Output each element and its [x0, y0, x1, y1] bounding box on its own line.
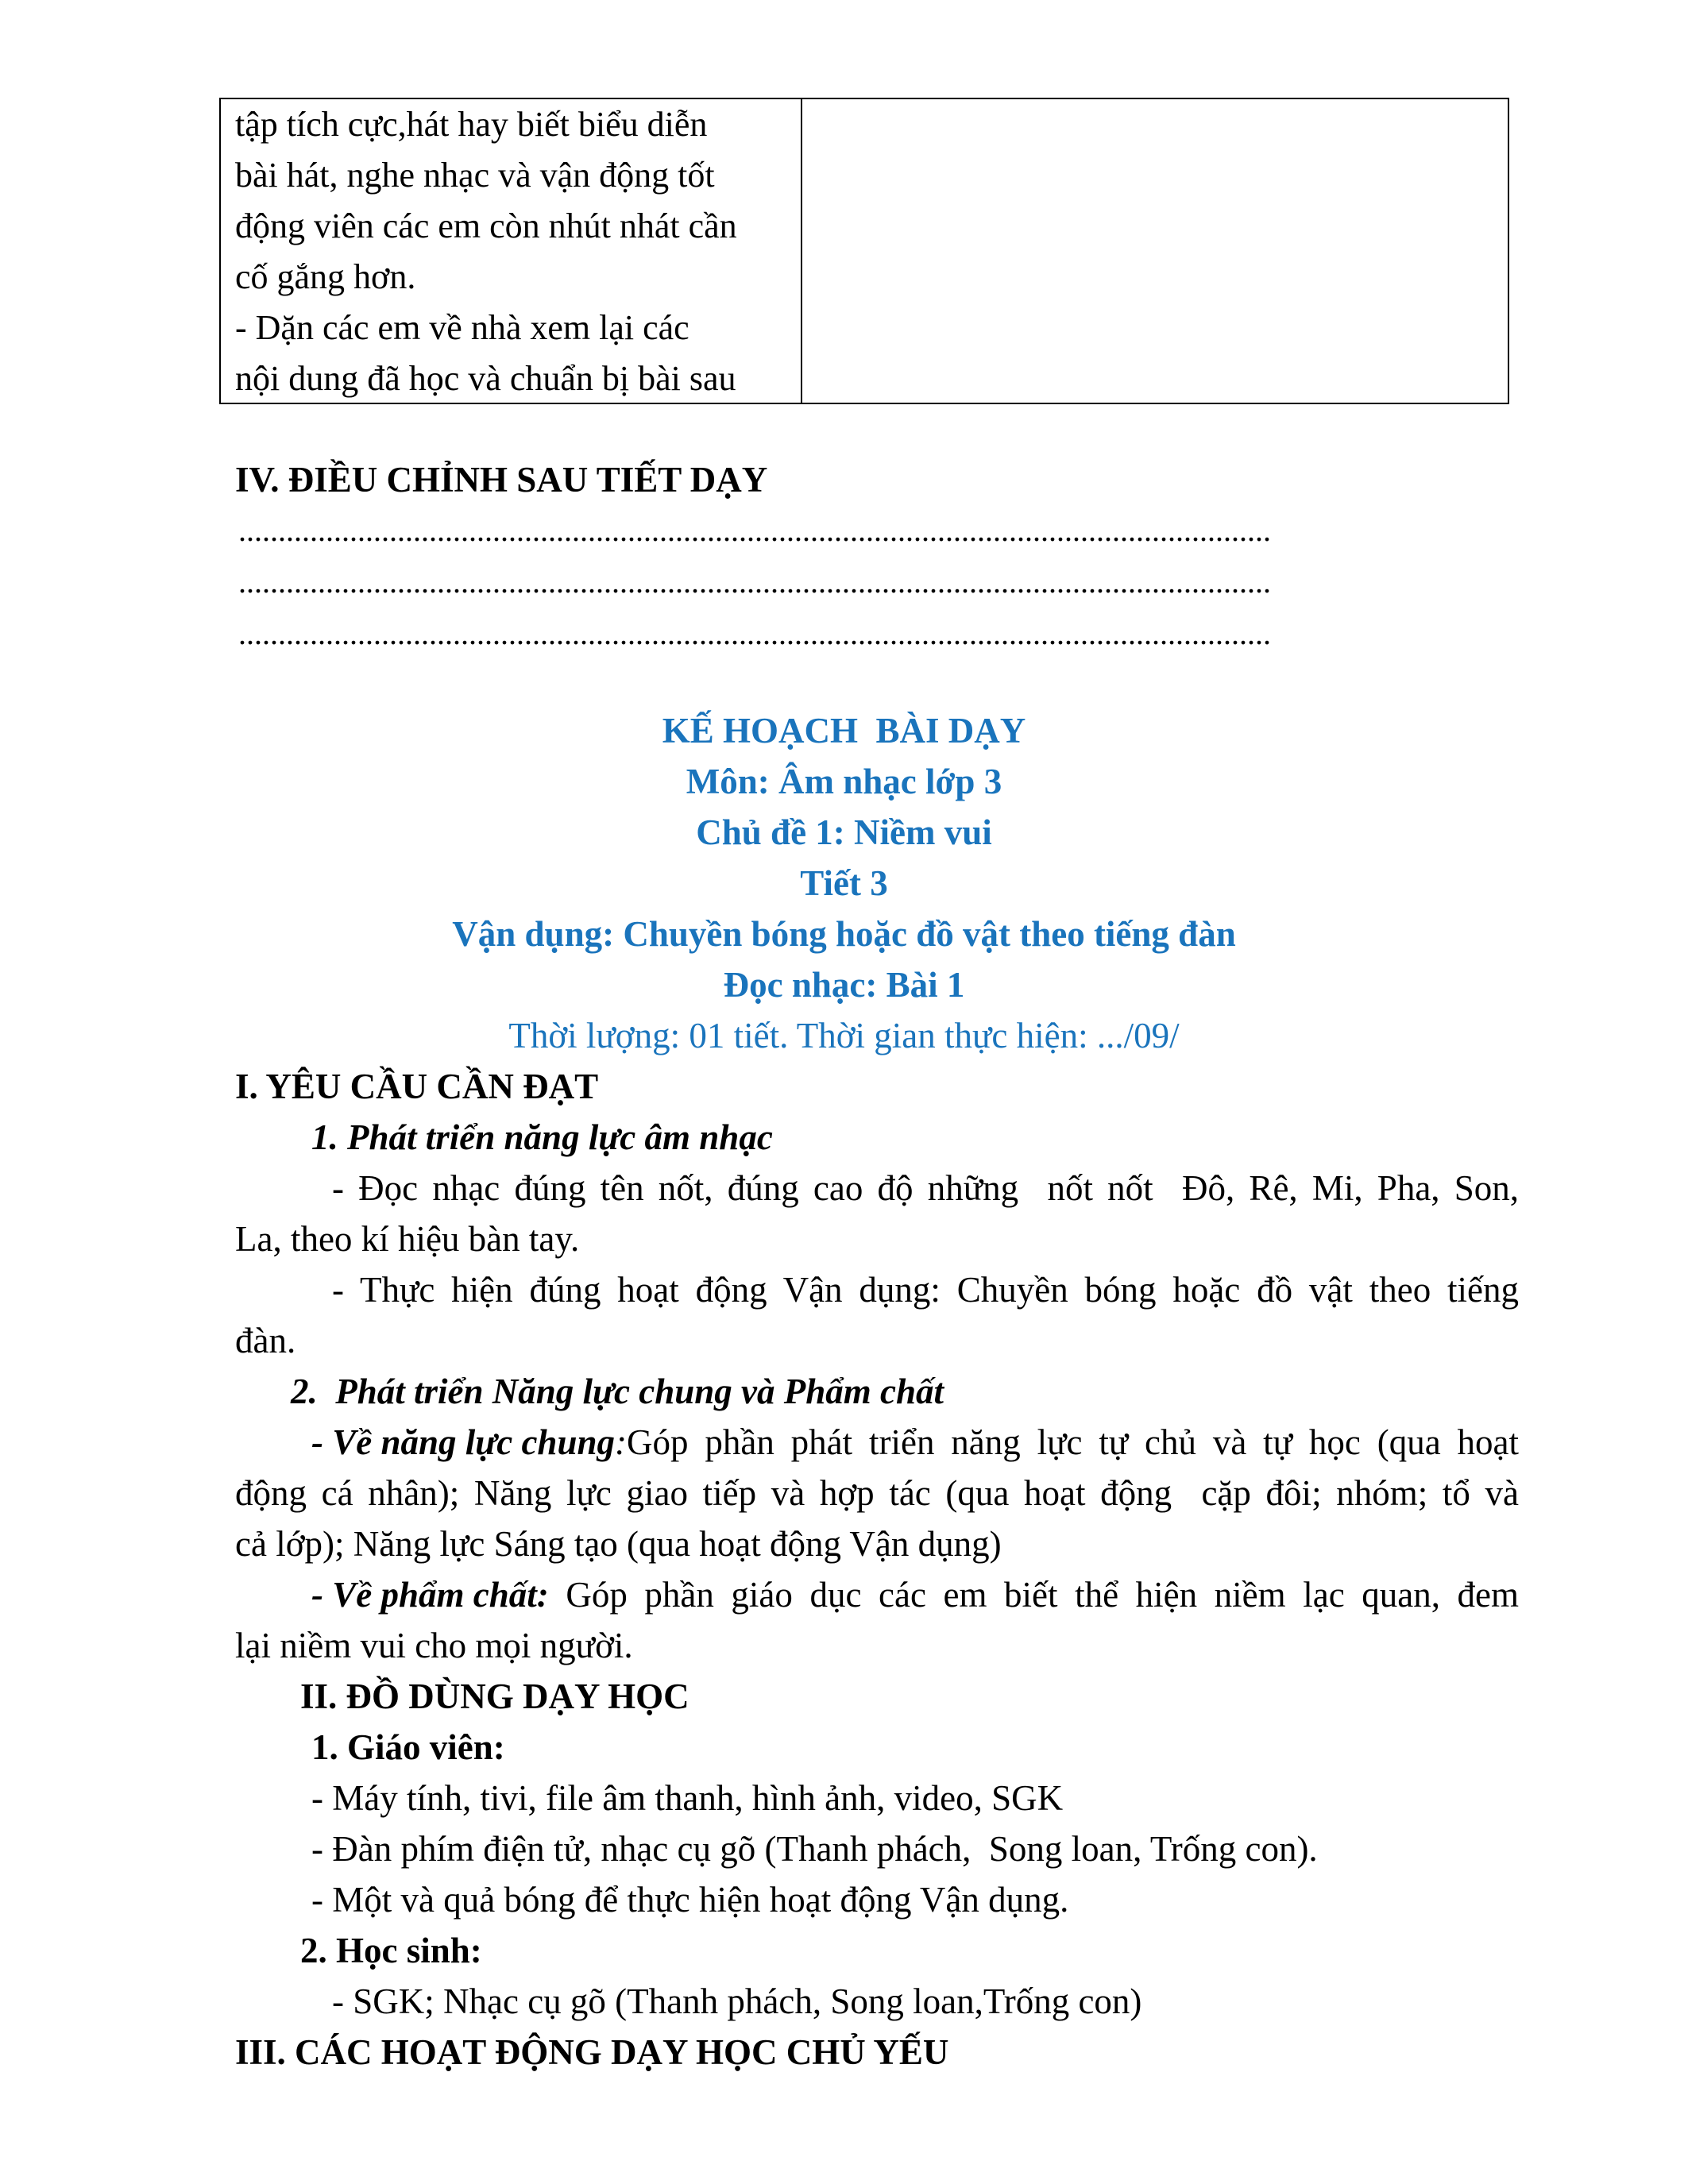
plan-topic: Chủ đề 1: Niềm vui — [696, 812, 992, 852]
general-competence-label: - Về năng lực chung — [311, 1422, 616, 1462]
dotted-line: .................................................................................................................................. — [238, 615, 1271, 651]
table-cell-line: tập tích cực,hát hay biết biểu diễn — [235, 105, 708, 144]
table-cell-line: nội dung đã học và chuẩn bị bài sau — [235, 359, 736, 398]
dotted-line: .................................................................................................................................. — [238, 512, 1271, 548]
table-cell-line: động viên các em còn nhút nhát cần — [235, 206, 737, 245]
student-item: - SGK; Nhạc cụ gõ (Thanh phách, Song loan,Trống con) — [332, 1981, 1142, 2021]
table-cell-left — [221, 99, 802, 403]
paragraph-line: lại niềm vui cho mọi người. — [235, 1626, 633, 1665]
general-competence-line — [311, 1417, 1519, 1468]
paragraph-line: đàn. — [235, 1321, 296, 1360]
table-cell-line: - Dặn các em về nhà xem lại các — [235, 308, 689, 347]
table-cell-line: bài hát, nghe nhạc và vận động tốt — [235, 156, 715, 195]
lesson-table-fragment — [219, 98, 1509, 404]
plan-duration: Thời lượng: 01 tiết. Thời gian thực hiện: .../09/ — [508, 1016, 1180, 1055]
section-i-heading: I. YÊU CẦU CẦN ĐẠT — [235, 1067, 599, 1106]
paragraph-line: Góp phần giáo dục các em biết thể hiện niềm lạc quan, đem — [548, 1575, 1519, 1615]
teacher-item: - Một và quả bóng để thực hiện hoạt động Vận dụng. — [311, 1880, 1069, 1920]
plan-activity: Vận dụng: Chuyền bóng hoặc đồ vật theo tiếng đàn — [452, 914, 1236, 954]
plan-reading: Đọc nhạc: Bài 1 — [723, 965, 965, 1005]
general-competence-colon: : — [615, 1422, 628, 1462]
section-iii-heading: III. CÁC HOẠT ĐỘNG DẠY HỌC CHỦ YẾU — [235, 2032, 949, 2072]
paragraph-line: cả lớp); Năng lực Sáng tạo (qua hoạt động Vận dụng) — [235, 1524, 1002, 1564]
paragraph-line: - Thực hiện đúng hoạt động Vận dụng: Chuyền bóng hoặc đồ vật theo tiếng — [332, 1270, 1519, 1310]
paragraph-line: động cá nhân); Năng lực giao tiếp và hợp tác (qua hoạt động cặp đôi; nhóm; tổ và — [235, 1473, 1519, 1513]
section-i-sub1: 1. Phát triển năng lực âm nhạc — [311, 1117, 773, 1157]
teacher-item: - Máy tính, tivi, file âm thanh, hình ảnh, video, SGK — [311, 1778, 1064, 1818]
student-heading: 2. Học sinh: — [300, 1931, 482, 1970]
table-cell-line: cố gắng hơn. — [235, 257, 416, 296]
teacher-item: - Đàn phím điện tử, nhạc cụ gõ (Thanh phách, Song loan, Trống con). — [311, 1829, 1318, 1869]
plan-title: KẾ HOẠCH BÀI DẠY — [662, 711, 1026, 751]
paragraph-line: Góp phần phát triển năng lực tự chủ và tự học (qua hoạt — [627, 1422, 1519, 1462]
section-ii-heading: II. ĐỒ DÙNG DẠY HỌC — [300, 1677, 689, 1716]
table-cell-right — [802, 99, 1508, 403]
section-iv-heading: IV. ĐIỀU CHỈNH SAU TIẾT DẠY — [235, 460, 768, 500]
quality-label: - Về phẩm chất: — [311, 1575, 549, 1615]
section-i-sub2: 2. Phát triển Năng lực chung và Phẩm chất — [291, 1372, 944, 1411]
plan-subject: Môn: Âm nhạc lớp 3 — [686, 762, 1002, 801]
dotted-line: .................................................................................................................................. — [238, 564, 1271, 600]
plan-period: Tiết 3 — [800, 863, 888, 903]
paragraph-line: La, theo kí hiệu bàn tay. — [235, 1219, 580, 1259]
quality-line — [311, 1569, 1519, 1620]
paragraph-line: - Đọc nhạc đúng tên nốt, đúng cao độ những nốt nốt Đô, Rê, Mi, Pha, Son, — [332, 1168, 1519, 1208]
teacher-heading: 1. Giáo viên: — [311, 1727, 505, 1767]
